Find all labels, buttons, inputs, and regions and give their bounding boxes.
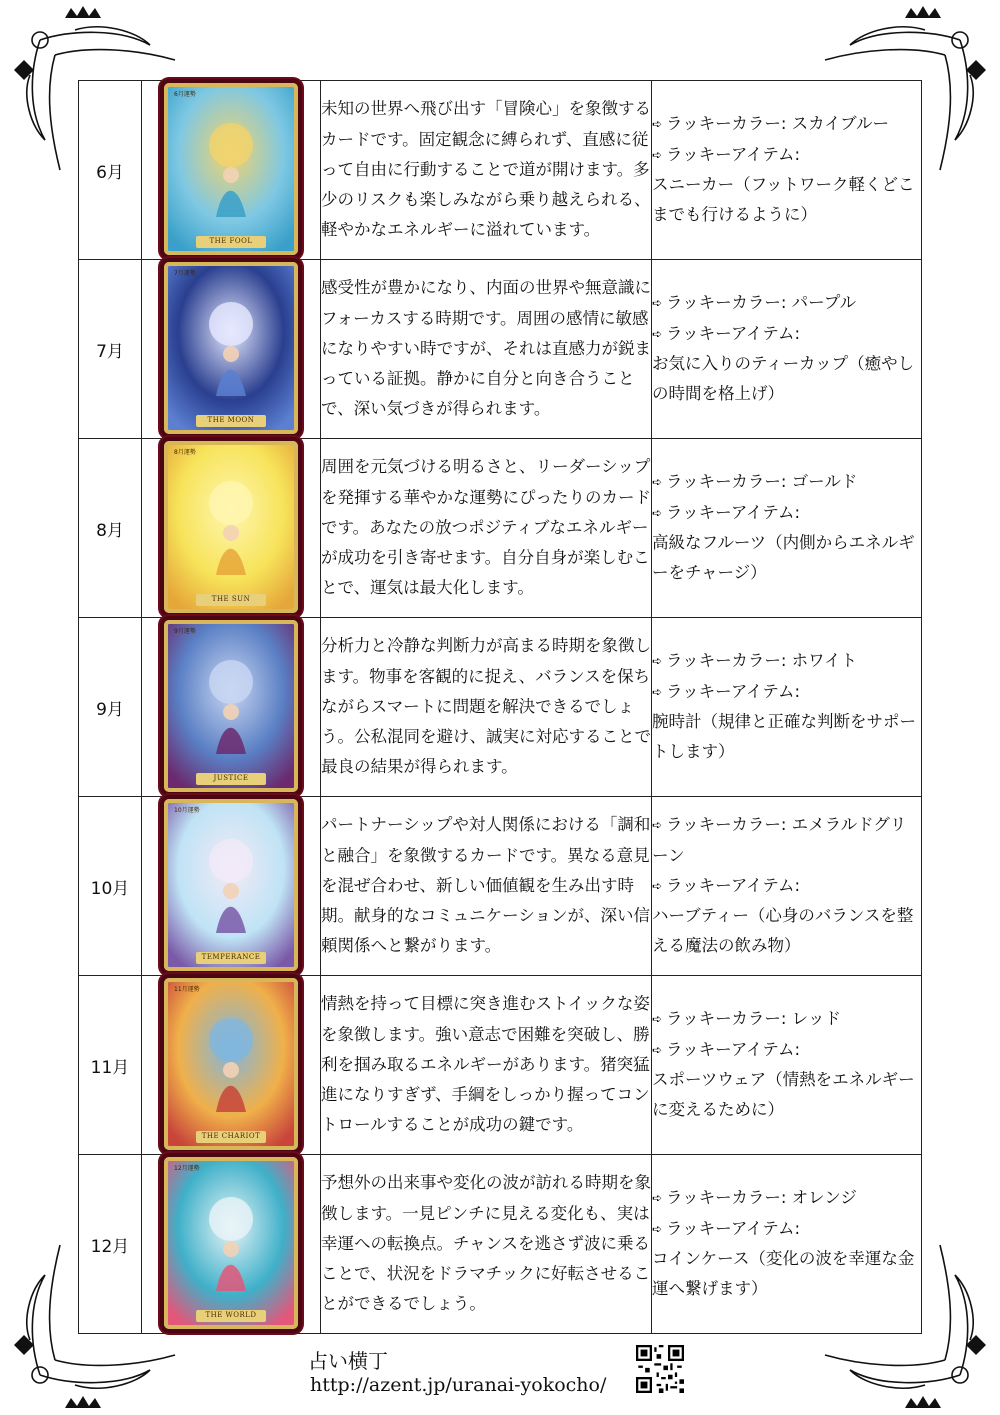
site-name: 占い横丁 xyxy=(308,1349,388,1373)
lucky-color-line xyxy=(652,646,921,676)
month-cell xyxy=(79,81,142,260)
tarot-card-image xyxy=(164,83,298,255)
lucky-item: コインケース（変化の波を幸運な金運へ繋げます） xyxy=(652,1249,915,1299)
lucky-item-line xyxy=(652,140,921,170)
table-row xyxy=(79,260,922,439)
table-row xyxy=(79,797,922,976)
lucky-color-line xyxy=(652,288,921,318)
description-cell xyxy=(321,1155,652,1334)
card-month-tag: 7月運勢 xyxy=(174,270,196,277)
lucky-color-line xyxy=(652,1004,921,1034)
month-cell xyxy=(79,439,142,618)
table-row xyxy=(79,81,922,260)
card-description: 情熱を持って目標に突き進むストイックな姿を象徴します。強い意志で困難を突破し、勝利を掴み取るエネルギーがあります。猪突猛進になりすぎず、手綱をしっかり握ってコントロールすることが成功の鍵です。 xyxy=(321,994,650,1135)
card-cell xyxy=(142,81,321,260)
arrow-icon: ➪ xyxy=(652,147,663,162)
lucky-item-label: ラッキーアイテム: xyxy=(666,323,801,343)
card-cell xyxy=(142,1155,321,1334)
card-cell xyxy=(142,797,321,976)
arrow-icon: ➪ xyxy=(652,818,663,833)
arrow-icon: ➪ xyxy=(652,1191,663,1206)
card-cell xyxy=(142,260,321,439)
card-name: THE SUN xyxy=(211,595,251,603)
arrow-icon: ➪ xyxy=(652,326,663,341)
card-description: 未知の世界へ飛び出す「冒険心」を象徴するカードです。固定観念に縛られず、直感に従って自由に行動することで道が開けます。多少のリスクも楽しみながら乗り越えられる、軽やかなエネルギーに溢れています。 xyxy=(321,99,651,240)
description-cell xyxy=(321,976,652,1155)
tarot-card-image xyxy=(164,1157,298,1329)
month-label: 8月 xyxy=(96,520,124,541)
card-name: THE WORLD xyxy=(205,1311,257,1319)
description-cell xyxy=(321,81,652,260)
lucky-cell xyxy=(652,81,922,260)
lucky-item-label: ラッキーアイテム: xyxy=(666,1039,801,1059)
month-label: 11月 xyxy=(90,1057,130,1078)
card-cell xyxy=(142,618,321,797)
tarot-art xyxy=(168,87,294,251)
tarot-card-image xyxy=(164,620,298,792)
card-description: パートナーシップや対人関係における「調和と融合」を象徴するカードです。異なる意見を混ぜ合わせ、新しい価値観を生み出す時期。献身的なコミュニケーションが、深い信頼関係へと繋がります。 xyxy=(321,815,651,956)
arrow-icon: ➪ xyxy=(652,1221,663,1236)
lucky-item-label: ラッキーアイテム: xyxy=(666,144,801,164)
lucky-cell xyxy=(652,976,922,1155)
lucky-item-line xyxy=(652,1214,921,1244)
lucky-color: ラッキーカラー: レッド xyxy=(666,1009,841,1029)
card-name: THE FOOL xyxy=(209,237,253,245)
site-url[interactable]: http://azent.jp/uranai-yokocho/ xyxy=(310,1374,607,1396)
card-month-tag: 11月運勢 xyxy=(174,986,200,993)
arrow-icon: ➪ xyxy=(652,1012,663,1027)
lucky-item-line xyxy=(652,871,921,901)
tarot-card-image xyxy=(164,978,298,1150)
tarot-art xyxy=(168,445,294,609)
table-row xyxy=(79,976,922,1155)
lucky-color-line xyxy=(652,810,921,871)
lucky-color-line xyxy=(652,467,921,497)
lucky-color: ラッキーカラー: パープル xyxy=(666,293,857,313)
description-cell xyxy=(321,439,652,618)
tarot-art xyxy=(168,1161,294,1325)
tarot-card-image xyxy=(164,799,298,971)
lucky-cell xyxy=(652,439,922,618)
card-month-tag: 12月運勢 xyxy=(174,1165,200,1172)
lucky-color: ラッキーカラー: スカイブルー xyxy=(666,114,889,134)
card-description: 分析力と冷静な判断力が高まる時期を象徴します。物事を客観的に捉え、バランスを保ちながらスマートに問題を解決できるでしょう。公私混同を避け、誠実に対応することで最良の結果が得られます。 xyxy=(321,636,651,777)
card-description: 感受性が豊かになり、内面の世界や無意識にフォーカスする時期です。周囲の感情に敏感になりやすい時ですが、それは直感力が鋭まっている証拠。静かに自分と向き合うことで、深い気づきが得られます。 xyxy=(321,278,651,419)
card-month-tag: 8月運勢 xyxy=(174,449,196,456)
table-row xyxy=(79,439,922,618)
arrow-icon: ➪ xyxy=(652,117,663,132)
tarot-art xyxy=(168,266,294,430)
month-cell xyxy=(79,260,142,439)
month-cell xyxy=(79,976,142,1155)
arrow-icon: ➪ xyxy=(652,296,663,311)
month-cell xyxy=(79,1155,142,1334)
lucky-item: ハーブティー（心身のバランスを整える魔法の飲み物） xyxy=(652,906,914,956)
card-month-tag: 10月運勢 xyxy=(174,807,200,814)
lucky-color: ラッキーカラー: ホワイト xyxy=(666,651,858,671)
card-description: 予想外の出来事や変化の波が訪れる時期を象徴します。一見ピンチに見える変化も、実は幸運への転換点。チャンスを逃さず波に乗ることで、状況をドラマチックに好転させることができるでしょう。 xyxy=(321,1173,651,1314)
lucky-item: 腕時計（規律と正確な判断をサポートします） xyxy=(652,712,916,762)
lucky-item-label: ラッキーアイテム: xyxy=(666,681,801,701)
lucky-cell xyxy=(652,260,922,439)
lucky-item-label: ラッキーアイテム: xyxy=(666,875,801,895)
lucky-item: お気に入りのティーカップ（癒やしの時間を格上げ） xyxy=(652,354,915,404)
lucky-cell xyxy=(652,1155,922,1334)
tarot-card-image xyxy=(164,262,298,434)
description-cell xyxy=(321,260,652,439)
month-label: 10月 xyxy=(90,878,130,899)
lucky-item-line xyxy=(652,319,921,349)
month-label: 9月 xyxy=(96,699,124,720)
card-name: THE MOON xyxy=(207,416,255,424)
tarot-card-image xyxy=(164,441,298,613)
lucky-cell xyxy=(652,618,922,797)
description-cell xyxy=(321,797,652,976)
card-name: TEMPERANCE xyxy=(201,953,261,961)
lucky-cell xyxy=(652,797,922,976)
description-cell xyxy=(321,618,652,797)
month-cell xyxy=(79,618,142,797)
month-label: 6月 xyxy=(96,162,124,183)
lucky-item: スポーツウェア（情熱をエネルギーに変えるために） xyxy=(652,1070,915,1120)
lucky-item-line xyxy=(652,498,921,528)
fortune-table xyxy=(78,80,922,1334)
card-name: THE CHARIOT xyxy=(201,1132,261,1140)
lucky-color: ラッキーカラー: ゴールド xyxy=(666,472,858,492)
arrow-icon: ➪ xyxy=(652,684,663,699)
card-cell xyxy=(142,976,321,1155)
lucky-color-line xyxy=(652,1183,921,1213)
lucky-item-label: ラッキーアイテム: xyxy=(666,1218,801,1238)
card-month-tag: 6月運勢 xyxy=(174,91,196,98)
month-label: 7月 xyxy=(96,341,124,362)
tarot-art xyxy=(168,982,294,1146)
card-description: 周囲を元気づける明るさと、リーダーシップを発揮する華やかな運勢にぴったりのカードです。あなたの放つポジティブなエネルギーが成功を引き寄せます。自分自身が楽しむことで、運気は最大化します。 xyxy=(321,457,651,598)
tarot-art xyxy=(168,624,294,788)
lucky-color-line xyxy=(652,109,921,139)
tarot-art xyxy=(168,803,294,967)
lucky-item: 高級なフルーツ（内側からエネルギーをチャージ） xyxy=(652,533,915,583)
lucky-item-line xyxy=(652,677,921,707)
card-name: JUSTICE xyxy=(213,774,249,782)
arrow-icon: ➪ xyxy=(652,654,663,669)
lucky-item-label: ラッキーアイテム: xyxy=(666,502,801,522)
month-cell xyxy=(79,797,142,976)
lucky-color: ラッキーカラー: オレンジ xyxy=(666,1188,857,1208)
lucky-item: スニーカー（フットワーク軽くどこまでも行けるように） xyxy=(652,175,915,225)
arrow-icon: ➪ xyxy=(652,878,663,893)
month-label: 12月 xyxy=(90,1236,130,1257)
arrow-icon: ➪ xyxy=(652,475,663,490)
card-month-tag: 9月運勢 xyxy=(174,628,196,635)
arrow-icon: ➪ xyxy=(652,505,663,520)
table-row xyxy=(79,618,922,797)
qr-code-icon xyxy=(636,1345,684,1393)
card-cell xyxy=(142,439,321,618)
table-row xyxy=(79,1155,922,1334)
lucky-item-line xyxy=(652,1035,921,1065)
lucky-color: ラッキーカラー: エメラルドグリーン xyxy=(652,815,907,865)
arrow-icon: ➪ xyxy=(652,1042,663,1057)
